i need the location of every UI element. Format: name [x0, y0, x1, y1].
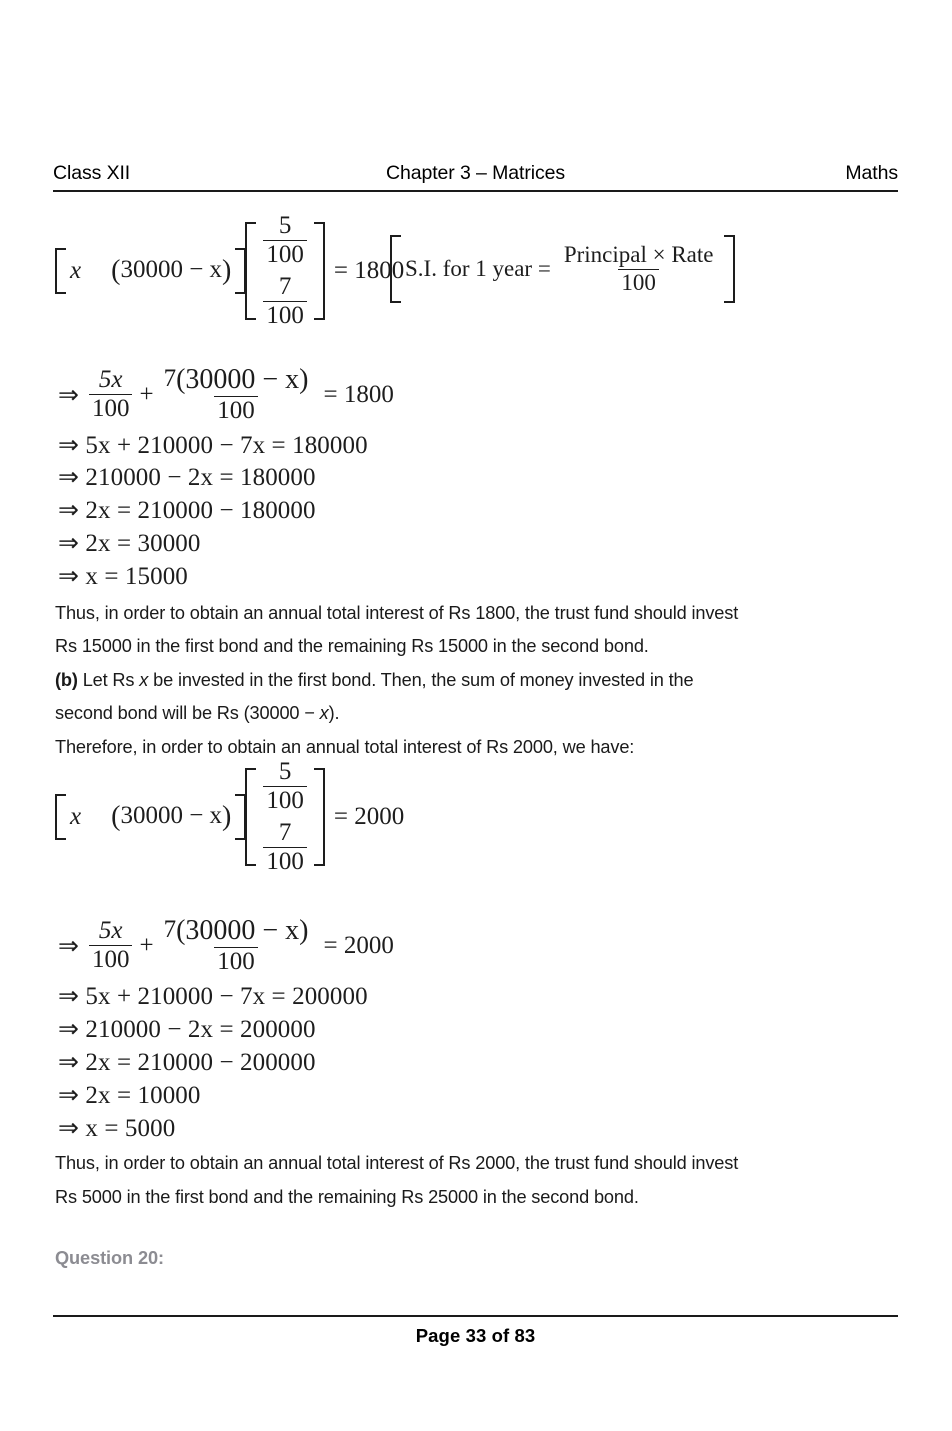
simple-interest-note — [390, 235, 735, 303]
part-b-line-2 — [55, 697, 915, 731]
row-vector-1 — [55, 248, 246, 294]
equation-1-result: = 1800 — [333, 257, 405, 284]
fraction-7-over-100: $\frac{7}{100}$ — [260, 820, 310, 876]
part-b-text-1: Let Rs — [82, 670, 135, 690]
fraction-5x-over-100: $\frac{5x}{100}$ — [86, 367, 136, 423]
conclusion-a-line-1: Thus, in order to obtain an annual total interest of Rs 1800, the trust fund should invest — [55, 603, 739, 623]
part-b-text-2: be invested in the first bond. Then, the sum of money invested in the — [153, 670, 694, 690]
header-class-label: Class XII — [53, 162, 131, 184]
derivation-a-step-4: ⇒ 2x = 30000 — [58, 530, 201, 557]
page-number-label: Page 33 of 83 — [415, 1325, 536, 1346]
si-note-denominator: 100 — [618, 269, 659, 295]
derivation-a-line-1-result: = 1800 — [323, 380, 394, 408]
equation-2-result: = 2000 — [333, 803, 405, 830]
matrix-equation-2 — [55, 757, 405, 875]
derivation-a-line-1 — [58, 365, 394, 424]
page-header — [53, 162, 898, 185]
derivation-b-line-1-result: = 2000 — [323, 931, 394, 959]
bracket-left — [245, 768, 256, 866]
row-vector-entry-x: x — [70, 803, 82, 830]
fraction-5x-over-100: $\frac{5x}{100}$ — [86, 918, 136, 974]
derivation-b-line-1 — [58, 916, 394, 975]
bracket-left — [245, 222, 256, 320]
row-vector-2 — [55, 794, 246, 840]
note-bracket — [390, 235, 735, 303]
implies-arrow: ⇒ — [58, 932, 79, 960]
header-chapter-title: Chapter 3 – Matrices — [386, 162, 565, 184]
fraction-5-over-100: $\frac{5}{100}$ — [260, 759, 310, 815]
si-note-numerator: Principal × Rate — [563, 242, 714, 268]
derivation-b-step-1: ⇒ 5x + 210000 − 7x = 200000 — [58, 983, 368, 1010]
derivation-b-step-2: ⇒ 210000 − 2x = 200000 — [58, 1016, 316, 1043]
row-vector-entry-expr: (30000 − x) — [111, 255, 232, 286]
column-vector-1 — [245, 211, 325, 329]
derivation-a-step-5: ⇒ x = 15000 — [58, 563, 188, 590]
question-20-label: Question 20: — [55, 1248, 164, 1268]
header-divider — [53, 190, 898, 192]
derivation-b-step-4: ⇒ 2x = 10000 — [58, 1082, 201, 1109]
part-b-line-2-pre: second bond will be Rs (30000 − — [55, 703, 315, 723]
fraction-5-over-100: $\frac{5}{100}$ — [260, 213, 310, 269]
conclusion-b-line-2: Rs 5000 in the first bond and the remaining Rs 25000 in the second bond. — [55, 1187, 639, 1207]
column-vector-2 — [245, 757, 325, 875]
plus-sign: + — [139, 931, 154, 959]
matrix-equation-1 — [55, 211, 405, 329]
part-b-line-2-variable: x — [319, 703, 329, 723]
derivation-a-step-3: ⇒ 2x = 210000 − 180000 — [58, 497, 316, 524]
conclusion-b-line-1: Thus, in order to obtain an annual total interest of Rs 2000, the trust fund should invest — [55, 1153, 739, 1173]
si-note-label: S.I. for 1 year = — [405, 256, 551, 281]
bracket-right — [724, 235, 735, 303]
bracket-left — [55, 248, 66, 294]
fraction-7-expr-over-100: $\frac{7(30000 - x)}{100}$ — [163, 915, 309, 975]
fraction-7-expr-over-100: $\frac{7(30000 - x)}{100}$ — [163, 364, 309, 424]
bracket-right — [314, 222, 325, 320]
conclusion-a-line-2: Rs 15000 in the first bond and the remaining Rs 15000 in the second bond. — [55, 636, 649, 656]
si-note-fraction — [558, 243, 720, 295]
bracket-left — [55, 794, 66, 840]
derivation-b-step-5: ⇒ x = 5000 — [58, 1115, 176, 1142]
fraction-7-over-100: $\frac{7}{100}$ — [260, 274, 310, 330]
bracket-left — [390, 235, 401, 303]
row-vector-entry-expr: (30000 − x) — [111, 801, 232, 832]
therefore-b-line: Therefore, in order to obtain an annual total interest of Rs 2000, we have: — [55, 737, 635, 757]
part-b-label: (b) — [55, 670, 78, 690]
derivation-b-step-3: ⇒ 2x = 210000 − 200000 — [58, 1049, 316, 1076]
implies-arrow: ⇒ — [58, 381, 79, 409]
derivation-a-step-1: ⇒ 5x + 210000 − 7x = 180000 — [58, 432, 368, 459]
footer-divider — [53, 1315, 898, 1317]
bracket-right — [314, 768, 325, 866]
part-b-variable: x — [139, 670, 149, 690]
plus-sign: + — [139, 380, 154, 408]
row-vector-entry-x: x — [70, 257, 82, 284]
header-subject-label: Maths — [845, 162, 898, 184]
part-b-line-1 — [55, 664, 915, 698]
part-b-line-2-post: ). — [328, 703, 340, 723]
derivation-a-step-2: ⇒ 210000 − 2x = 180000 — [58, 464, 316, 491]
